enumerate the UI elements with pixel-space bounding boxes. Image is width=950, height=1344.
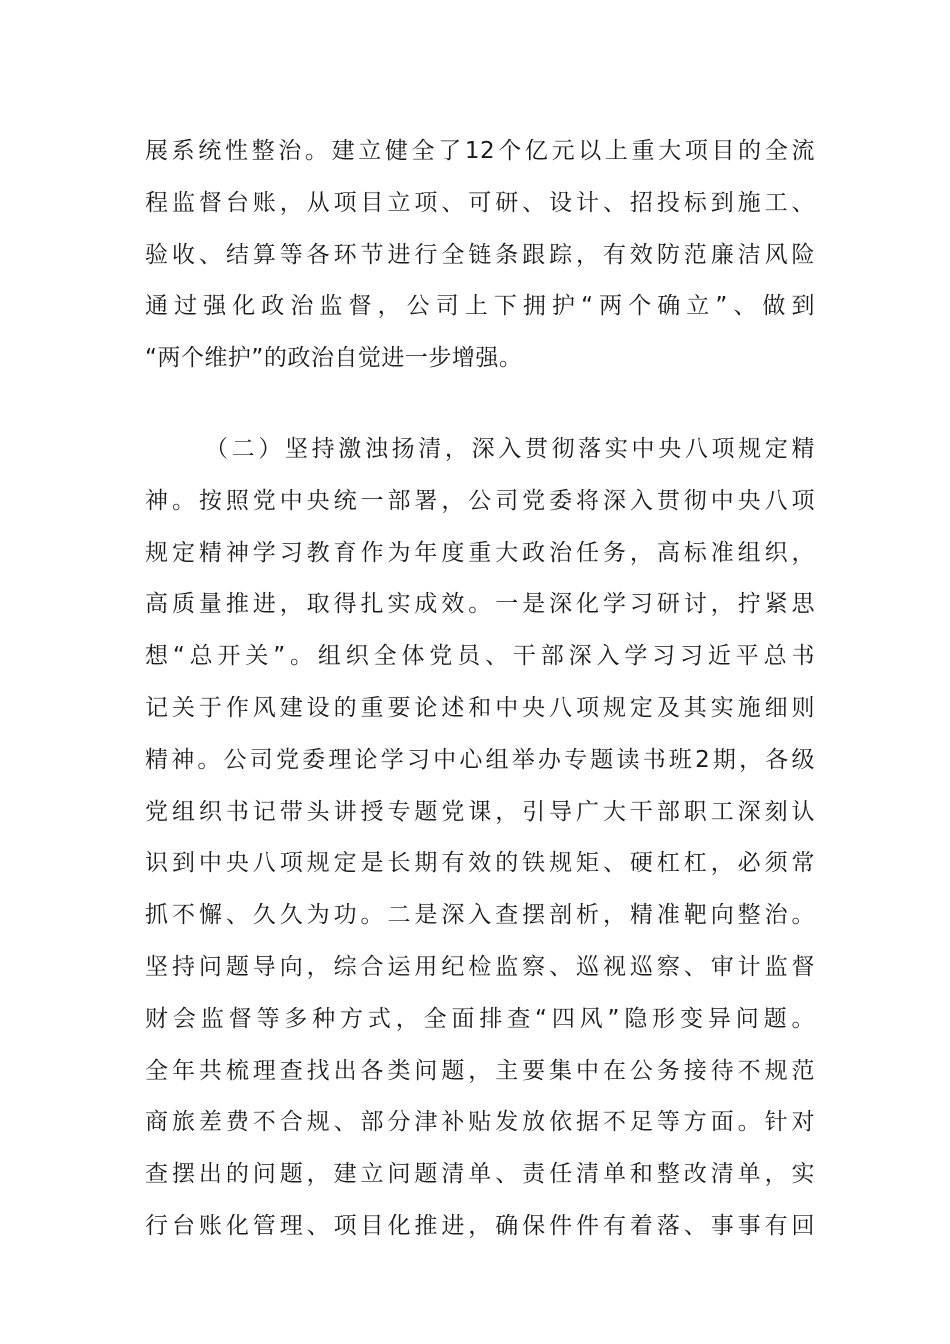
text-line: 记关于作风建设的重要论述和中央八项规定及其实施细则 <box>145 694 815 721</box>
text-line: 坚持问题导向，综合运用纪检监察、巡视巡察、审计监督 <box>145 953 815 980</box>
text-line: 神。按照党中央统一部署，公司党委将深入贯彻中央八项 <box>145 487 815 514</box>
text-line: 查摆出的问题，建立问题清单、责任清单和整改清单，实 <box>145 1161 815 1188</box>
text-line: 高质量推进，取得扎实成效。一是深化学习研讨，拧紧思 <box>145 591 815 618</box>
text-line: 党组织书记带头讲授专题党课，引导广大干部职工深刻认 <box>145 798 815 825</box>
text-line: 程监督台账，从项目立项、可研、设计、招投标到施工、 <box>145 189 815 216</box>
text-line: 验收、结算等各环节进行全链条跟踪，有效防范廉洁风险 <box>145 241 815 268</box>
paragraph-eight-point-regulations <box>145 424 815 1253</box>
text-line: 识到中央八项规定是长期有效的铁规矩、硬杠杠，必须常 <box>145 850 815 877</box>
paragraph-political-supervision <box>145 126 815 385</box>
text-line: 通过强化政治监督，公司上下拥护“两个确立”、做到 <box>145 293 815 320</box>
text-line: 展系统性整治。建立健全了12个亿元以上重大项目的全流 <box>145 138 815 164</box>
text-line: 抓不懈、久久为功。二是深入查摆剖析，精准靶向整治。 <box>145 902 815 929</box>
section-heading-line: （二）坚持激浊扬清，深入贯彻落实中央八项规定精 <box>205 436 815 462</box>
text-line: 规定精神学习教育作为年度重大政治任务，高标准组织， <box>145 539 815 566</box>
text-line: 财会监督等多种方式，全面排查“四风”隐形变异问题。 <box>145 1005 815 1032</box>
text-line: 商旅差费不合规、部分津补贴发放依据不足等方面。针对 <box>145 1109 815 1136</box>
text-line: 精神。公司党委理论学习中心组举办专题读书班2期，各级 <box>145 746 815 773</box>
text-line: 行台账化管理、项目化推进，确保件件有着落、事事有回 <box>145 1212 815 1239</box>
text-line: “两个维护”的政治自觉进一步增强。 <box>145 345 523 372</box>
text-line: 想“总开关”。组织全体党员、干部深入学习习近平总书 <box>145 643 815 670</box>
text-line: 全年共梳理查找出各类问题，主要集中在公务接待不规范 <box>145 1057 815 1084</box>
